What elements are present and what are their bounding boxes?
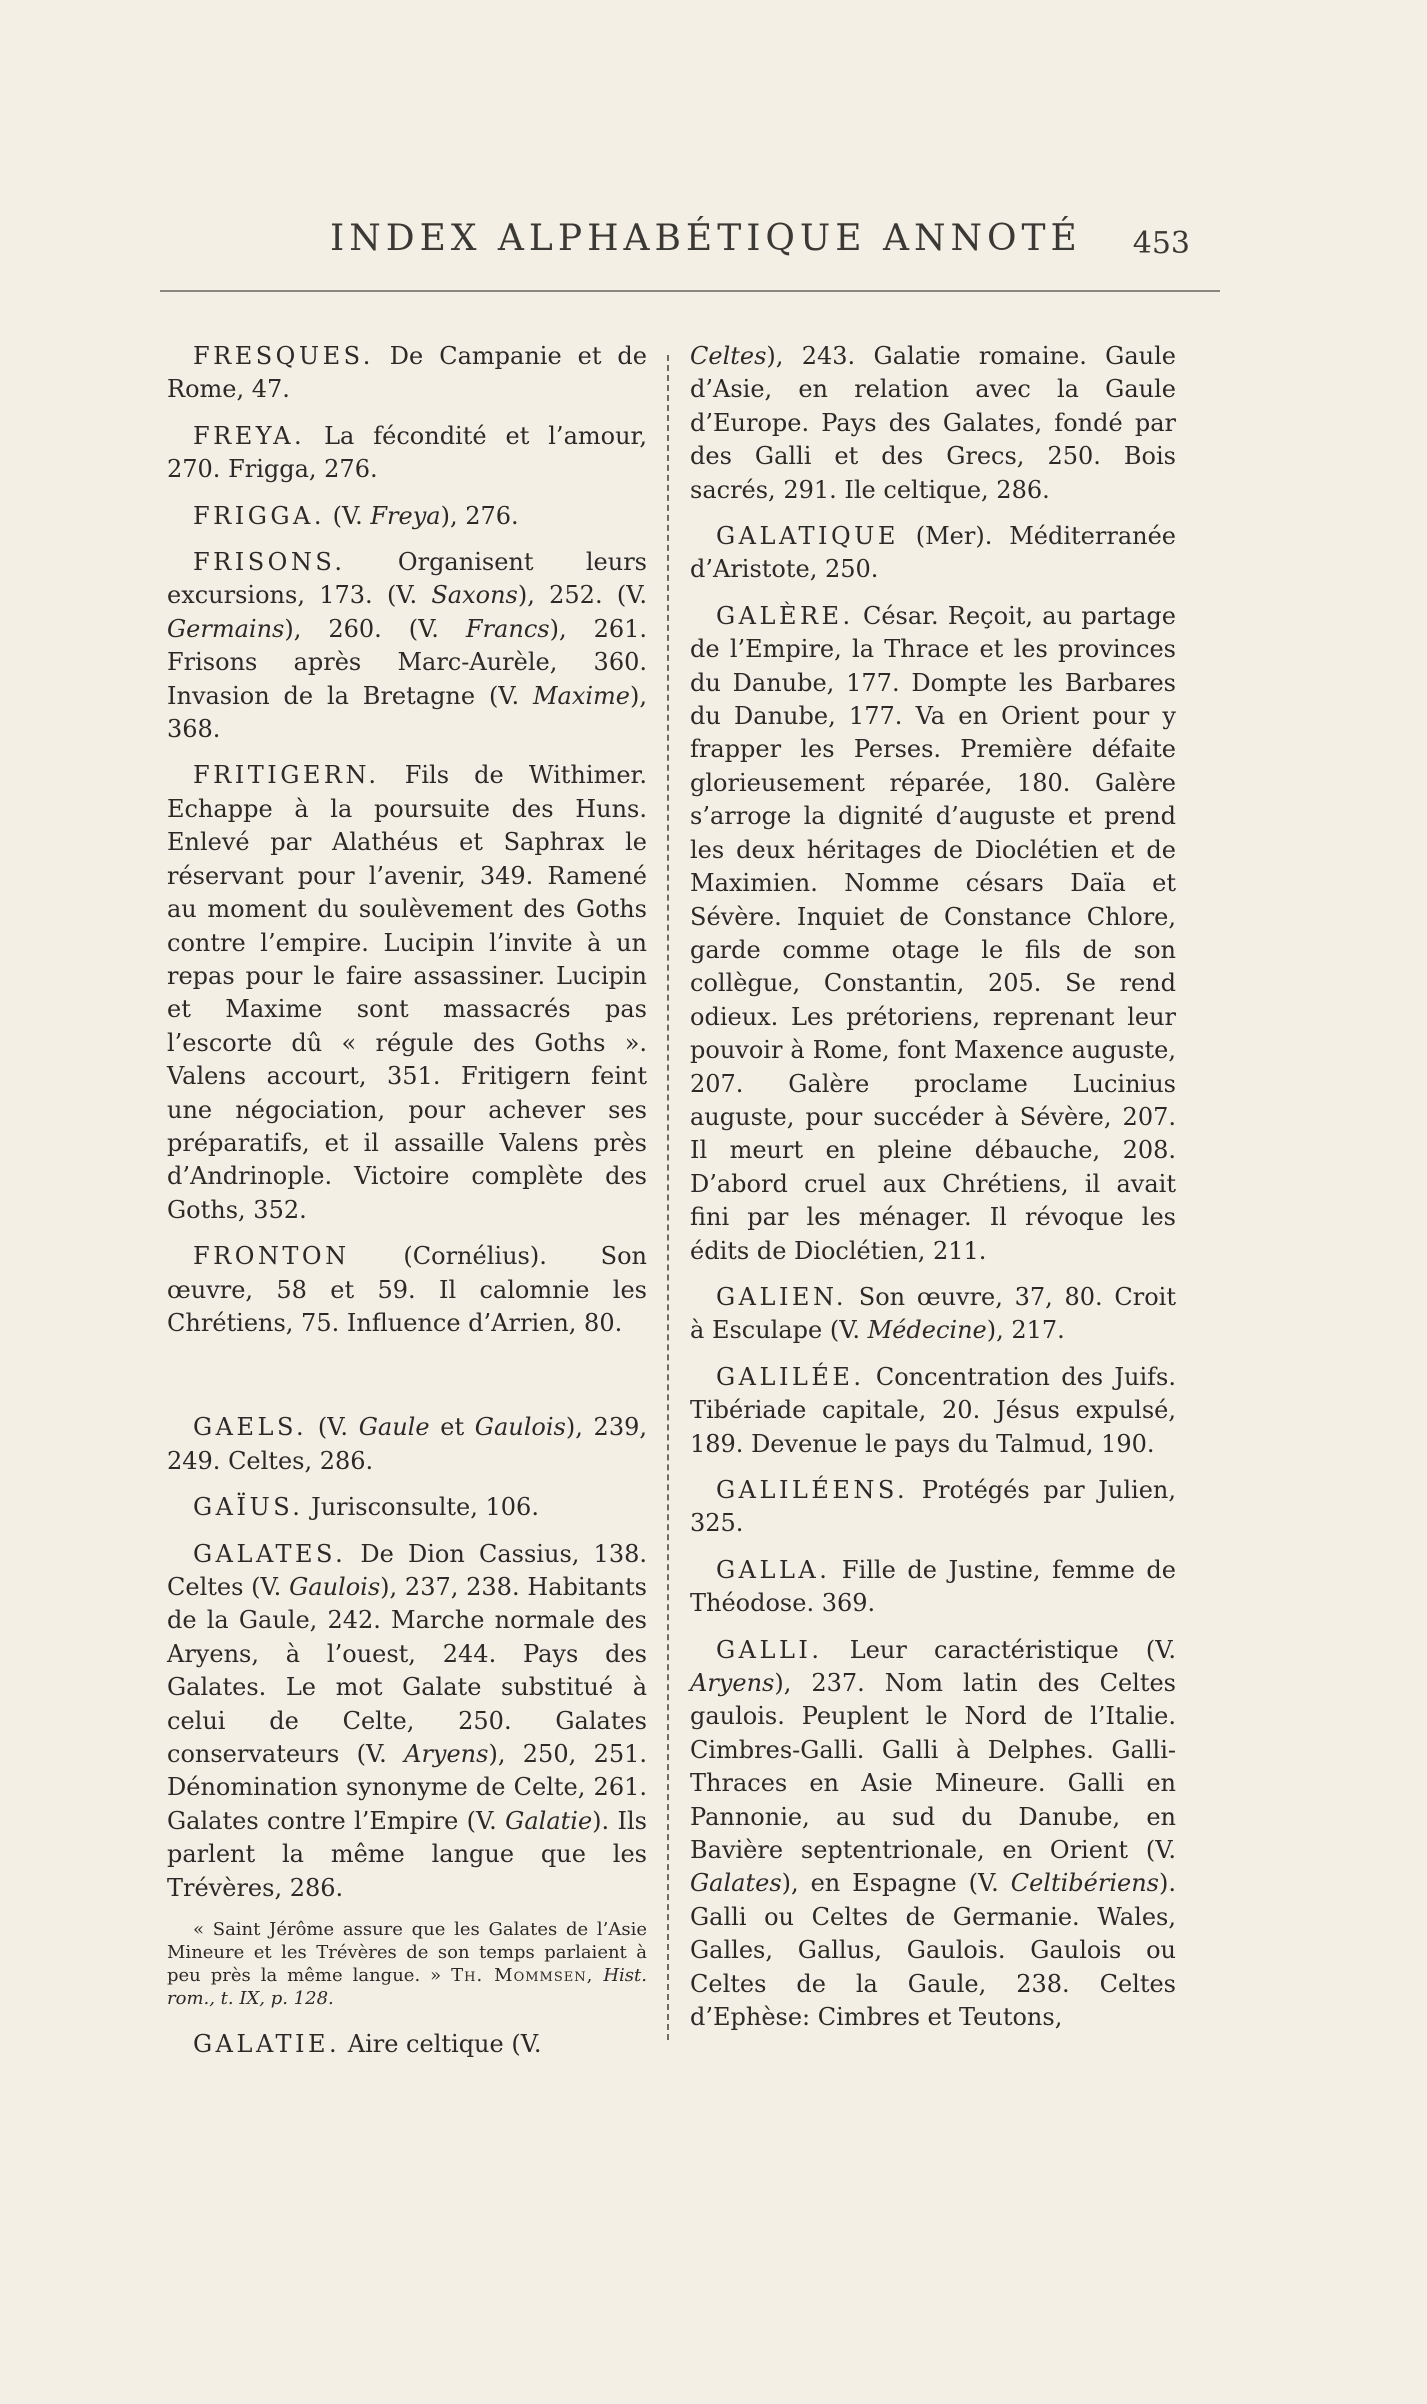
entry-gaels: GAELS. (V. Gaule et Gaulois), 239, 249. Celtes, 286. (167, 1413, 647, 1475)
entry-galla: GALLA. Fille de Justine, femme de Théodose. 369. (690, 1555, 1176, 1618)
header-rule (160, 290, 1220, 292)
headword: FRESQUES. (193, 342, 374, 370)
entry-galates: GALATES. De Dion Cassius, 138. Celtes (V. Gaulois), 237, 238. Habitants de la Gaule, 242. Marche normale des Aryens, à l’ouest, 244. Pays des Galates. Le mot Galate substitué à celui de Celte, 250. Galates conservateurs (V. Aryens), 250, 251. Dénomination synonyme de Celte, 261. Galates contre l’Empire (V. Galatie). Ils parlent la même langue que les Trévères, 286. (167, 1539, 647, 1902)
headword: GALÈRE. (716, 601, 854, 630)
entry-fronton: FRONTON (Cornélius). Son œuvre, 58 et 59. Il calomnie les Chrétiens, 75. Influence d’Arrien, 80. (167, 1242, 647, 1337)
headword: FRIGGA. (193, 501, 326, 530)
headword: FRISONS. (193, 548, 346, 577)
headword: FRONTON (193, 1242, 350, 1271)
column-divider (667, 355, 669, 2040)
letter-gap (167, 1353, 647, 1411)
entry-galere: GALÈRE. César. Reçoit, au partage de l’Empire, la Thrace et les provinces du Danube, 177. Dompte les Barbares du Danube, 177. Va en Orient pour y frapper les Perses. Première défaite glorieusement réparée, 180. Galère s’arroge la dignité d’auguste et prend les deux héritages de Dioclétien et de Maximien. Nomme césars Daïa et Sévère. Inquiet de Constance Chlore, garde comme otage le fils de son collègue, Constantin, 205. Se rend odieux. Les prétoriens, reprenant leur pouvoir à Rome, font Maxence auguste, 207. Galère proclame Lucinius auguste, pour succéder à Sévère, 207. Il meurt en pleine débauche, 208. D’abord cruel aux Chrétiens, il avait fini par les ménager. Il révoque les édits de Dioclétien, 211. (690, 601, 1176, 1265)
entry-galilee: GALILÉE. Concentration des Juifs. Tibériade capitale, 20. Jésus expulsé, 189. Devenue le pays du Talmud, 190. (690, 1362, 1176, 1458)
headword: FRITIGERN. (193, 761, 380, 790)
headword: FREYA. (193, 421, 306, 450)
running-title: INDEX ALPHABÉTIQUE ANNOTÉ (330, 218, 1082, 259)
headword: GALILÉENS. (716, 1476, 909, 1504)
entry-frigga: FRIGGA. (V. Freya), 276. (193, 501, 519, 530)
page-header (330, 218, 1190, 278)
entry-fresques: FRESQUES. De Campanie et de Rome, 47. (167, 342, 647, 404)
right-column (690, 340, 1176, 2048)
headword: GAELS. (193, 1413, 308, 1442)
headword: GALLI. (716, 1635, 823, 1664)
page-number: 453 (1132, 226, 1190, 261)
headword: GALATES. (193, 1539, 347, 1568)
author-name: Th. Mommsen, (451, 1965, 594, 1987)
entry-galatie: GALATIE. Aire celtique (V. (193, 2030, 542, 2059)
headword: GALIEN. (716, 1282, 848, 1311)
entry-galien: GALIEN. Son œuvre, 37, 80. Croit à Esculape (V. Médecine), 217. (690, 1282, 1176, 1345)
headword: GAÏUS. (193, 1493, 304, 1522)
headword: GALATIE. (193, 2030, 341, 2059)
headword: GALATIQUE (716, 522, 899, 551)
left-column (167, 340, 647, 2074)
entry-freya: FREYA. La fécondité et l’amour, 270. Frigga, 276. (167, 421, 647, 484)
entry-galli: GALLI. Leur caractéristique (V. Aryens), 237. Nom latin des Celtes gaulois. Peuplent le Nord de l’Italie. Cimbres-Galli. Galli à Delphes. Galli-Thraces en Asie Mineure. Galli en Pannonie, au sud du Danube, en Bavière septentrionale, en Orient (V. Galates), en Espagne (V. Celtibériens). Galli ou Celtes de Germanie. Wales, Galles, Gallus, Gaulois. Gaulois ou Celtes de la Gaule, 238. Celtes d’Ephèse: Cimbres et Teutons, (690, 1635, 1176, 2032)
headword: GALILÉE. (716, 1362, 865, 1391)
entry-gaius: GAÏUS. Jurisconsulte, 106. (193, 1493, 539, 1522)
entry-fritigern: FRITIGERN. Fils de Withimer. Echappe à la poursuite des Huns. Enlevé par Alathéus et Saphrax le réservant pour l’avenir, 349. Ramené au moment du soulèvement des Goths contre l’empire. Lucipin l’invite à un repas pour le faire assassiner. Lucipin et Maxime sont massacrés pas l’escorte dû « régule des Goths ». Valens accourt, 351. Fritigern feint une négociation, pour achever ses préparatifs, et il assaille Valens près d’Andrinople. Victoire complète des Goths, 352. (167, 761, 647, 1224)
entry-frisons: FRISONS. Organisent leurs excursions, 173. (V. Saxons), 252. (V. Germains), 260. (V. Francs), 261. Frisons après Marc-Aurèle, 360. Invasion de la Bretagne (V. Maxime), 368. (167, 548, 647, 744)
quotation-note: « Saint Jérôme assure que les Galates de l’Asie Mineure et les Trévères de son temps parlaient à peu près la même langue. » Th. Mommsen, Hist. rom., t. IX, p. 128. (167, 1919, 647, 2010)
headword: GALLA. (716, 1555, 831, 1584)
entry-galileens: GALILÉENS. Protégés par Julien, 325. (690, 1476, 1176, 1538)
entry-galatique: GALATIQUE (Mer). Méditerranée d’Aristote, 250. (690, 522, 1176, 584)
entry-galatie-continued: Celtes), 243. Galatie romaine. Gaule d’Asie, en relation avec la Gaule d’Europe. Pays des Galates, fondé par des Galli et des Grecs, 250. Bois sacrés, 291. Ile celtique, 286. (690, 342, 1176, 504)
